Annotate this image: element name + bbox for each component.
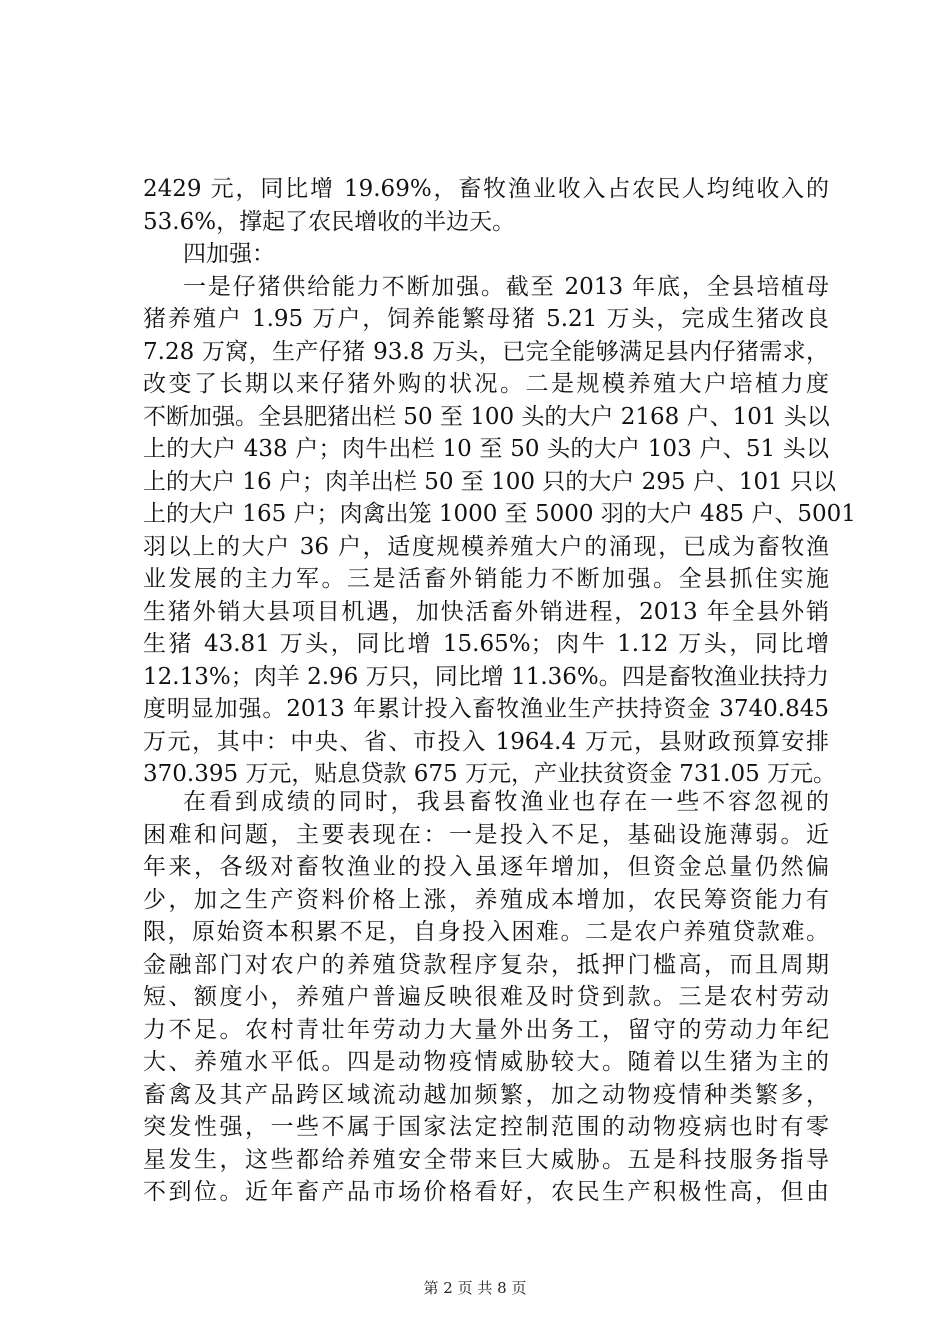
text-line: 金融部门对农户的养殖贷款程序复杂，抵押门槛高，而且周期: [143, 951, 829, 978]
text-line: 度明显加强。2013 年累计投入畜牧渔业生产扶持资金 3740.845: [143, 696, 829, 722]
text-line: 2429 元，同比增 19.69%，畜牧渔业收入占农民人均纯收入的: [143, 176, 829, 202]
paragraph-block-problems: [143, 786, 829, 1209]
text-line: 少，加之生产资料价格上涨，养殖成本增加，农民筹资能力有: [143, 886, 829, 913]
text-line: 改变了长期以来仔猪外购的状况。二是规模养殖大户培植力度: [143, 371, 829, 397]
text-line: 畜禽及其产品跨区域流动越加频繁，加之动物疫情种类繁多，: [143, 1081, 829, 1108]
text-line: 年来，各级对畜牧渔业的投入虽逐年增加，但资金总量仍然偏: [143, 854, 829, 880]
text-line: 羽以上的大户 36 户，适度规模养殖大户的涌现，已成为畜牧渔: [143, 533, 829, 560]
text-line: 370.395 万元，贴息贷款 675 万元，产业扶贫资金 731.05 万元。: [143, 761, 837, 787]
text-line: 短、额度小，养殖户普遍反映很难及时贷到款。三是农村劳动: [143, 984, 829, 1010]
text-line: 不断加强。全县肥猪出栏 50 至 100 头的大户 2168 户、101 头以: [143, 403, 830, 430]
text-line: 上的大户 16 户；肉羊出栏 50 至 100 只的大户 295 户、101 只以: [143, 468, 837, 495]
text-line: 12.13%；肉羊 2.96 万只，同比增 11.36%。四是畜牧渔业扶持力: [143, 663, 829, 690]
text-line: 上的大户 438 户；肉牛出栏 10 至 50 头的大户 103 户、51 头以: [143, 436, 829, 462]
text-line: 限，原始资本积累不足，自身投入困难。二是农户养殖贷款难。: [143, 919, 829, 945]
text-line: 上的大户 165 户；肉禽出笼 1000 至 5000 羽的大户 485 户、5001: [143, 501, 856, 527]
text-line: 7.28 万窝，生产仔猪 93.8 万头，已完全能够满足县内仔猪需求，: [143, 338, 829, 365]
page-number-footer: 第 2 页 共 8 页: [423, 1279, 527, 1297]
text-line: 生猪 43.81 万头，同比增 15.65%；肉牛 1.12 万头，同比增: [143, 631, 829, 657]
paragraph-block-achievements: [143, 173, 856, 791]
text-line: 困难和问题，主要表现在：一是投入不足，基础设施薄弱。近: [143, 821, 829, 848]
text-line: 在看到成绩的同时，我县畜牧渔业也存在一些不容忽视的: [183, 789, 829, 815]
text-line: 53.6%，撑起了农民增收的半边天。: [143, 208, 516, 235]
text-line: 业发展的主力军。三是活畜外销能力不断加强。全县抓住实施: [143, 566, 829, 592]
text-line: 万元，其中：中央、省、市投入 1964.4 万元，县财政预算安排: [143, 728, 829, 755]
text-line: 突发性强，一些不属于国家法定控制范围的动物疫病也时有零: [143, 1114, 829, 1140]
text-line: 生猪外销大县项目机遇，加快活畜外销进程，2013 年全县外销: [143, 598, 829, 625]
text-line: 力不足。农村青壮年劳动力大量外出务工，留守的劳动力年纪: [143, 1016, 829, 1043]
text-line: 星发生，这些都给养殖安全带来巨大威胁。五是科技服务指导: [143, 1146, 829, 1173]
text-line: 不到位。近年畜产品市场价格看好，农民生产积极性高，但由: [143, 1179, 829, 1205]
text-line: 猪养殖户 1.95 万户，饲养能繁母猪 5.21 万头，完成生猪改良: [143, 306, 829, 332]
section-heading: 四加强：: [183, 241, 275, 267]
text-line: 大、养殖水平低。四是动物疫情威胁较大。随着以生猪为主的: [143, 1049, 829, 1075]
text-line: 一是仔猪供给能力不断加强。截至 2013 年底，全县培植母: [183, 273, 829, 300]
